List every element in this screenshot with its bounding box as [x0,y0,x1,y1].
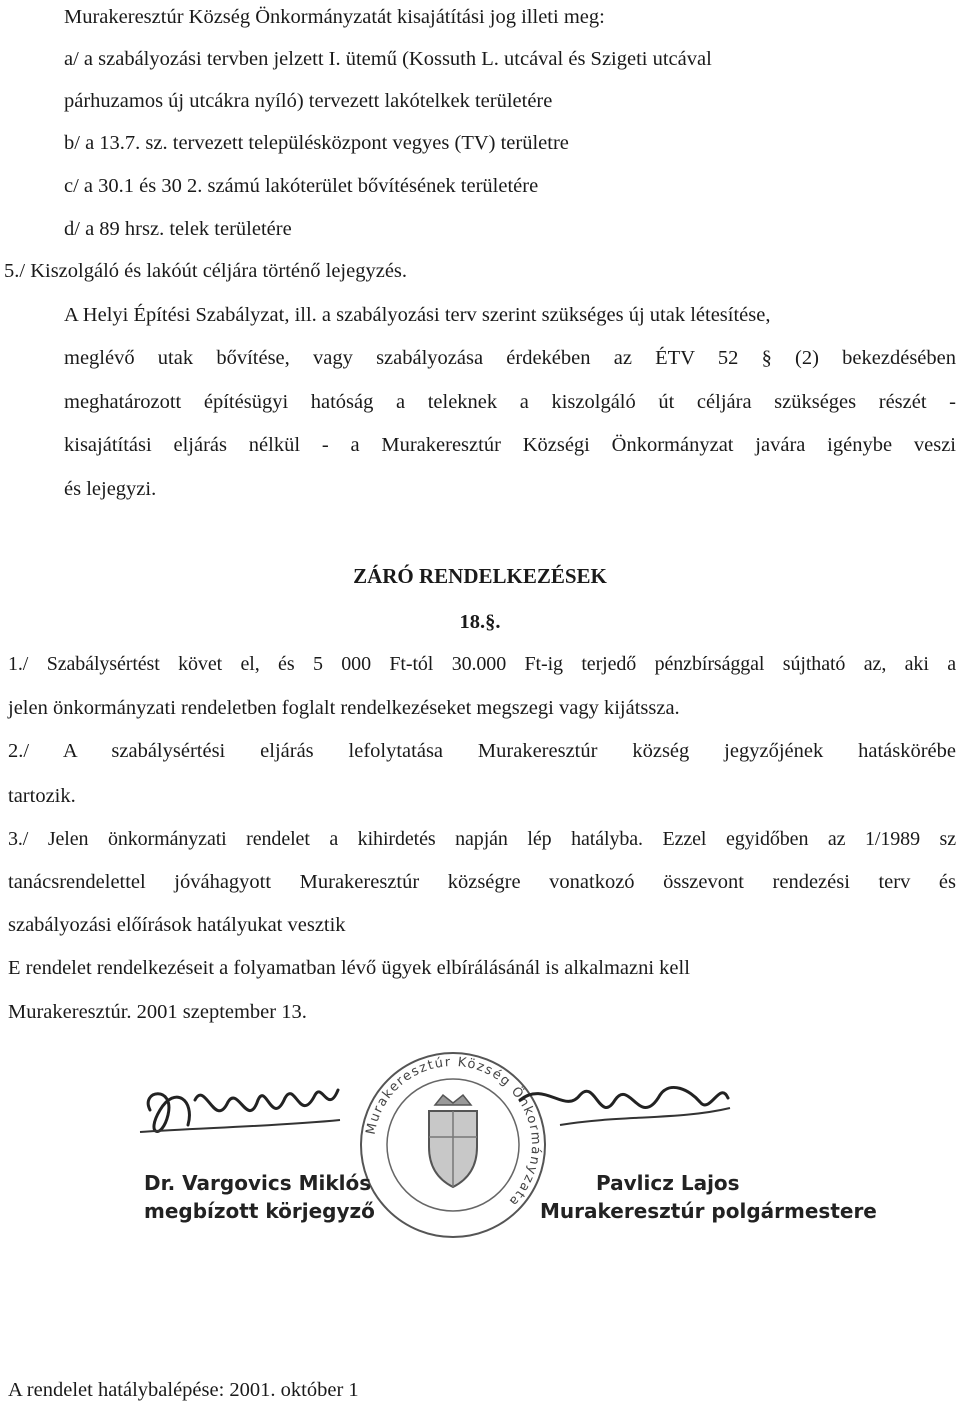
list-item: b/ a 13.7. sz. tervezett településközpont vegyes (TV) területre [64,132,569,154]
body-line: meglévő utak bővítése, vagy szabályozása érdekében az ÉTV 52 § (2) bekezdésében [64,347,956,369]
body-line: A Helyi Építési Szabályzat, ill. a szabályozási terv szerint szükséges új utak létesítése, [64,304,771,326]
list-item: párhuzamos új utcákra nyíló) tervezett lakótelkek területére [64,90,553,112]
section-title: 5./ Kiszolgáló és lakóút céljára történő lejegyzés. [4,260,408,282]
body-line: tanácsrendelettel jóváhagyott Murakeresztúr községre vonatkozó összevont rendezési terv és [8,871,956,893]
body-line: E rendelet rendelkezéseit a folyamatban lévő ügyek elbírálásánál is alkalmazni kell [8,957,690,979]
section-heading: ZÁRÓ RENDELKEZÉSEK [353,564,607,588]
paragraph-number: 18.§. [459,611,501,633]
signature-block [0,1040,960,1280]
right-signer-name: Pavlicz Lajos [596,1171,740,1195]
body-line: meghatározott építésügyi hatóság a teleknek a kiszolgáló út céljára szükséges részét - [64,391,956,413]
left-signer-name: Dr. Vargovics Miklós [144,1171,372,1195]
official-seal [361,1053,545,1237]
right-signer-title: Murakeresztúr polgármestere [540,1199,877,1223]
body-line: 2./ A szabálysértési eljárás lefolytatása Murakeresztúr község jegyzőjének hatáskörébe [8,740,956,762]
body-line: 3./ Jelen önkormányzati rendelet a kihirdetés napján lép hatályba. Ezzel egyidőben az 1/1989 sz [8,828,956,850]
body-line: tartozik. [8,785,76,807]
intro-text: Murakeresztúr Község Önkormányzatát kisajátítási jog illeti meg: [64,6,605,28]
svg-text:Murakeresztúr Község Önkormány: Murakeresztúr Község Önkormányzata [363,1054,544,1210]
date-line: Murakeresztúr. 2001 szeptember 13. [8,1001,307,1023]
signatures-and-seal [0,1040,960,1280]
effective-date-footer: A rendelet hatálybalépése: 2001. október 1 [8,1379,359,1401]
body-line: szabályozási előírások hatályukat vesztik [8,914,346,936]
body-line: és lejegyzi. [64,478,157,500]
left-signature [148,1090,338,1131]
list-item: a/ a szabályozási tervben jelzett I. ütemű (Kossuth L. utcával és Szigeti utcával [64,48,712,70]
body-line: jelen önkormányzati rendeletben foglalt rendelkezéseket megszegi vagy kijátssza. [8,697,680,719]
list-item: d/ a 89 hrsz. telek területére [64,218,292,240]
list-item: c/ a 30.1 és 30 2. számú lakóterület bővítésének területére [64,175,539,197]
right-signature [520,1087,728,1107]
body-line: 1./ Szabálysértést követ el, és 5 000 Ft-tól 30.000 Ft-ig terjedő pénzbírsággal sújtható az, aki a [8,653,956,675]
body-line: kisajátítási eljárás nélkül - a Murakeresztúr Községi Önkormányzat javára igénybe veszi [64,434,956,456]
left-signer-title: megbízott körjegyző [144,1199,375,1223]
